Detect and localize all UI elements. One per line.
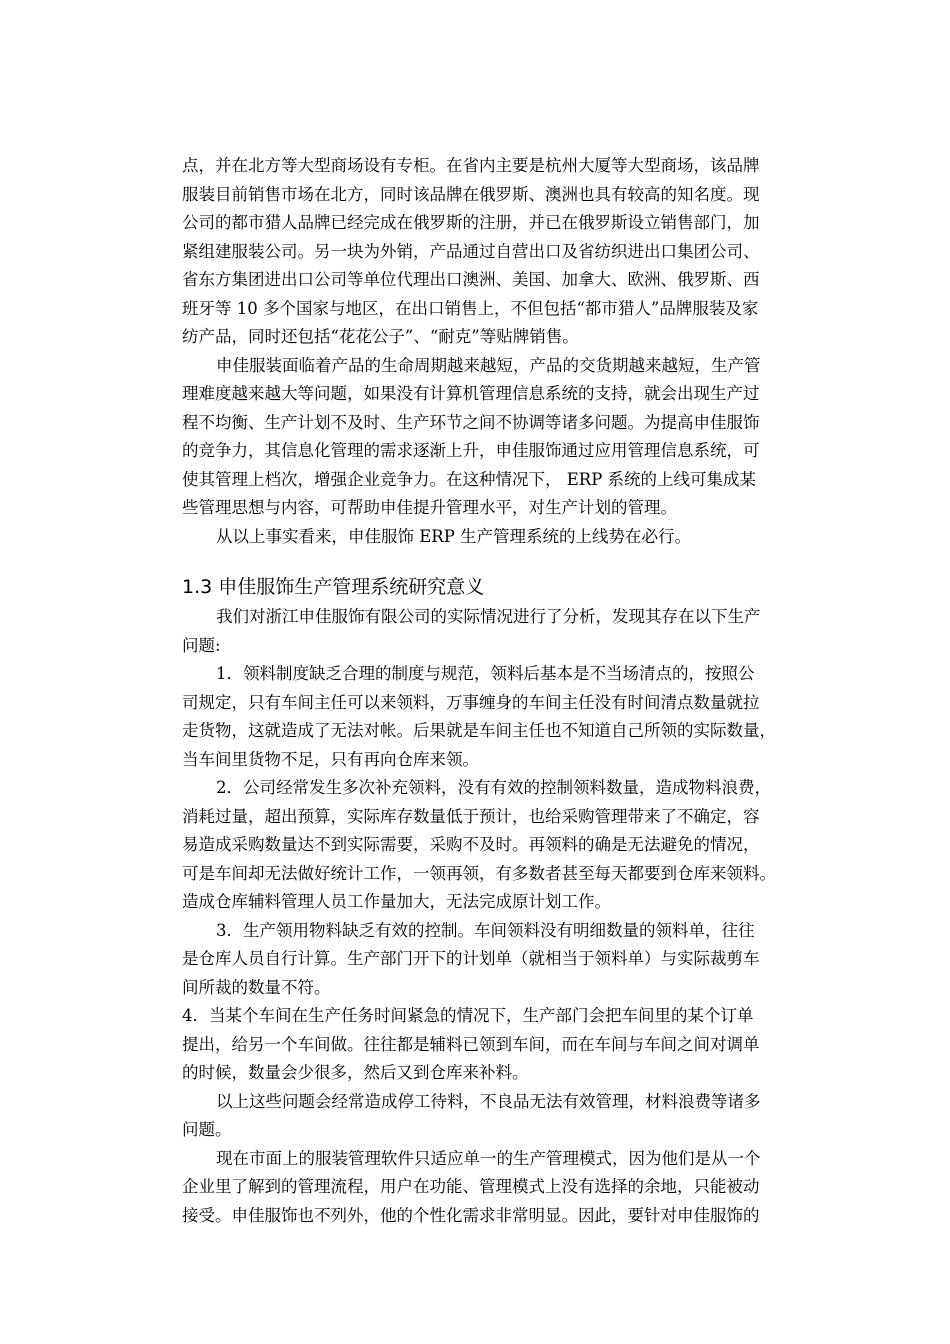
paragraph-intro (182, 603, 862, 660)
text-line: 接受。申佳服饰也不列外，他的个性化需求非常明显。因此，要针对申佳服饰的 (182, 1205, 760, 1225)
text-line: 4．当某个车间在生产任务时间紧急的情况下，生产部门会把车间里的某个订单 (182, 1006, 754, 1025)
text-line: 紧组建服装公司。另一块为外销，产品通过自营出口及省纺织进出口集团公司、 (182, 241, 760, 261)
section-heading: 1.3 申佳服饰生产管理系统研究意义 (182, 576, 485, 598)
text-line: 企业里了解到的管理流程，用户在功能、管理模式上没有选择的余地，只能被动 (182, 1177, 760, 1196)
text-line: 现在市面上的服装管理软件只适应单一的生产管理模式，因为他们是从一个 (216, 1148, 761, 1168)
list-item-4 (182, 1002, 862, 1088)
text-line: 以上这些问题会经常造成停工待料，不良品无法有效管理，材料浪费等诸多 (216, 1091, 761, 1111)
section-spacer (182, 551, 862, 571)
text-line: 申佳服装面临着产品的生命周期越来越短，产品的交货期越来越短，生产管 (216, 355, 761, 375)
list-item-1 (182, 660, 862, 774)
text-line: 从以上事实看来，申佳服饰 ERP 生产管理系统的上线势在必行。 (216, 526, 692, 546)
text-line: 纺产品，同时还包括“花花公子”、“耐克”等贴牌销售。 (182, 327, 579, 346)
text-line: 司规定，只有车间主任可以来领料，万事缠身的车间主任没有时间清点数量就拉 (182, 692, 760, 712)
text-line: 1．领料制度缺乏合理的制度与规范，领料后基本是不当场清点的，按照公 (216, 664, 755, 683)
text-line: 走货物，这就造成了无法对帐。后果就是车间主任也不知道自己所领的实际数量， (182, 721, 776, 740)
text-line: 的竞争力，其信息化管理的需求逐渐上升，申佳服饰通过应用管理信息系统，可 (182, 441, 760, 460)
text-line: 点，并在北方等大型商场设有专柜。在省内主要是杭州大厦等大型商场，该品牌 (182, 156, 760, 175)
text-line: 间所裁的数量不符。 (182, 977, 331, 997)
list-item-3 (182, 917, 862, 1003)
text-line: 使其管理上档次，增强企业竞争力。在这种情况下， ERP 系统的上线可集成某 (182, 469, 757, 489)
text-line: 提出，给另一个车间做。往往都是辅料已领到车间，而在车间与车间之间对调单 (182, 1034, 760, 1054)
text-line: 问题。 (182, 1120, 232, 1139)
paragraph-conclusion (182, 523, 862, 552)
text-line: 服装目前销售市场在北方，同时该品牌在俄罗斯、澳洲也具有较高的知名度。现 (182, 184, 760, 204)
text-line: 我们对浙江申佳服饰有限公司的实际情况进行了分析，发现其存在以下生产 (216, 607, 761, 626)
text-line: 是仓库人员自行计算。生产部门开下的计划单（就相当于领料单）与实际裁剪车 (182, 949, 760, 968)
text-line: 理难度越来越大等问题，如果没有计算机管理信息系统的支持，就会出现生产过 (182, 384, 760, 403)
text-line: 2．公司经常发生多次补充领料，没有有效的控制领料数量，造成物料浪费， (216, 778, 771, 797)
paragraph-market-overview (182, 152, 862, 352)
text-line: 班牙等 10 多个国家与地区，在出口销售上，不但包括“都市猎人”品牌服装及家 (182, 298, 759, 318)
text-line: 公司的都市猎人品牌已经完成在俄罗斯的注册，并已在俄罗斯设立销售部门，加 (182, 213, 760, 232)
text-line: 造成仓库辅料管理人员工作量加大，无法完成原计划工作。 (182, 892, 611, 911)
text-line: 的时候，数量会少很多，然后又到仓库来补料。 (182, 1063, 529, 1082)
text-line: 省东方集团进出口公司等单位代理出口澳洲、美国、加拿大、欧洲、俄罗斯、西 (182, 270, 760, 289)
text-line: 程不均衡、生产计划不及时、生产环节之间不协调等诸多问题。为提高申佳服饰 (182, 412, 760, 432)
text-line: 些管理思想与内容，可帮助申佳提升管理水平，对生产计划的管理。 (182, 498, 677, 517)
text-line: 当车间里货物不足，只有再向仓库来领。 (182, 749, 479, 769)
paragraph-management-challenges (182, 352, 862, 523)
paragraph-closing (182, 1145, 862, 1231)
text-line: 易造成采购数量达不到实际需要，采购不及时。再领料的确是无法避免的情况， (182, 835, 760, 854)
text-line: 3．生产领用物料缺乏有效的控制。车间领料没有明细数量的领料单，往往 (216, 920, 755, 940)
text-line: 消耗过量，超出预算，实际库存数量低于预计，也给采购管理带来了不确定，容 (182, 806, 760, 826)
paragraph-summary (182, 1088, 862, 1145)
text-line: 可是车间却无法做好统计工作，一领再领，有多数者甚至每天都要到仓库来领料。 (182, 863, 776, 883)
document-body (182, 152, 862, 1230)
list-item-2 (182, 774, 862, 917)
text-line: 问题: (182, 635, 221, 655)
